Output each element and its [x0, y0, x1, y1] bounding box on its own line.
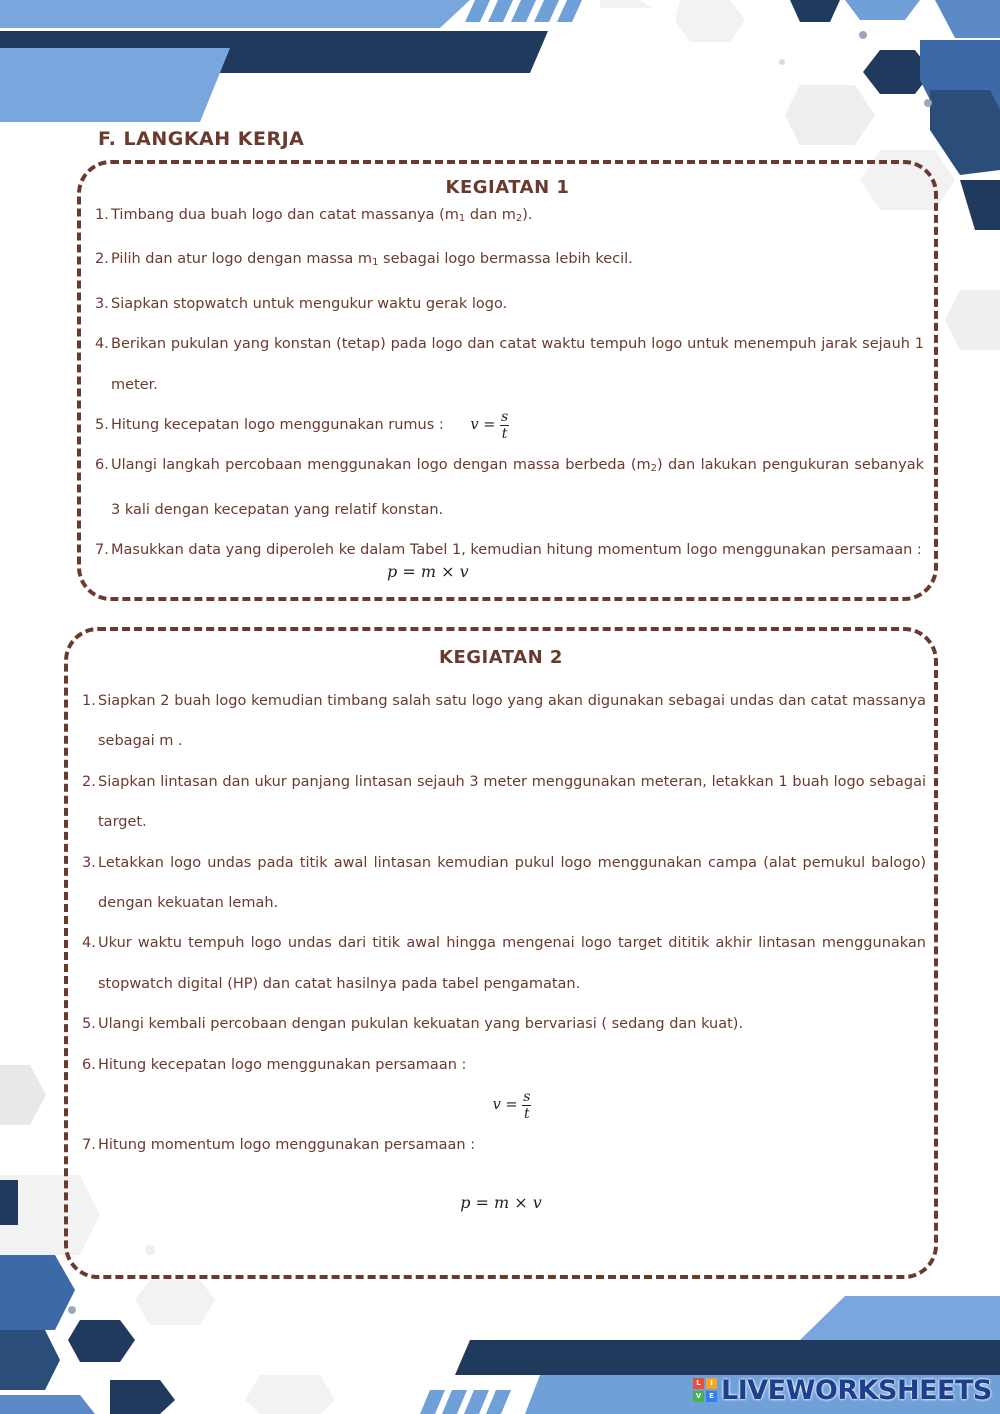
step-number: 1.	[82, 693, 96, 709]
liveworksheets-logo	[693, 1373, 992, 1407]
list-item: 2. Pilih dan atur logo dengan massa $m_1$ sebagai logo bermassa lebih kecil.	[111, 239, 924, 283]
list-item: 6. Ulangi langkah percobaan menggunakan logo dengan massa berbeda $(m_2)$ dan lakukan pengukuran sebanyak 3 kali dengan kecepatan yang relatif konstan.	[111, 445, 924, 530]
list-item: 7. Masukkan data yang diperoleh ke dalam Tabel 1, kemudian hitung momentum logo menggunakan persamaan :	[111, 530, 924, 570]
list-item: 6. Hitung kecepatan logo menggunakan persamaan : v = $\frac{s}{t}$	[98, 1045, 926, 1125]
velocity-formula: v = $\frac{s}{t}$	[492, 1088, 531, 1122]
kegiatan-2-steps	[82, 681, 926, 1165]
step-number: 4.	[82, 935, 96, 952]
kegiatan-2-box	[64, 627, 938, 1279]
step-number: 7.	[95, 542, 109, 559]
section-title: F. LANGKAH KERJA	[98, 128, 305, 150]
momentum-formula: p = m × v	[460, 1193, 542, 1212]
step-number: 7.	[82, 1137, 96, 1154]
kegiatan-1-steps	[95, 195, 924, 571]
list-item: 3. Letakkan logo undas pada titik awal lintasan kemudian pukul logo menggunakan campa (alat pemukul balogo) dengan kekuatan lemah.	[98, 843, 926, 924]
list-item: 4. Ukur waktu tempuh logo undas dari titik awal hingga mengenai logo target dititik akhir lintasan menggunakan stopwatch digital (HP) dan catat hasilnya pada tabel pengamatan.	[98, 923, 926, 1004]
step-number: 6.	[82, 1056, 96, 1073]
step-number: 2.	[82, 773, 96, 790]
list-item: 4. Berikan pukulan yang konstan (tetap) pada logo dan catat waktu tempuh logo untuk menempuh jarak sejauh 1 meter.	[111, 324, 924, 405]
kegiatan-2-title: KEGIATAN 2	[439, 647, 563, 668]
step-number: 5.	[82, 1016, 96, 1033]
step-number: 3.	[82, 854, 96, 871]
step-number: 2.	[95, 251, 109, 268]
list-item: 3. Siapkan stopwatch untuk mengukur waktu gerak logo.	[111, 284, 924, 324]
kegiatan-1-title: KEGIATAN 1	[445, 177, 570, 198]
step-number: 6.	[95, 457, 109, 474]
step-number: 5.	[95, 417, 109, 434]
step-number: 1.	[95, 207, 109, 223]
step-number: 4.	[95, 336, 109, 353]
list-item: 1. Siapkan 2 buah logo kemudian timbang salah satu logo yang akan digunakan sebagai undas dan catat massanya sebagai m .	[98, 681, 926, 762]
list-item: 5. Ulangi kembali percobaan dengan pukulan kekuatan yang bervariasi ( sedang dan kuat).	[98, 1004, 926, 1044]
list-item: 5. Hitung kecepatan logo menggunakan rumus : v = $\frac{s}{t}$	[111, 405, 924, 445]
list-item: 2. Siapkan lintasan dan ukur panjang lintasan sejauh 3 meter menggunakan meteran, letakkan 1 buah logo sebagai target.	[98, 762, 926, 843]
step-number: 3.	[95, 295, 109, 312]
list-item: 7. Hitung momentum logo menggunakan persamaan :	[98, 1125, 926, 1165]
velocity-formula: v = $\frac{s}{t}$	[470, 408, 509, 442]
brand-text: LIVEWORKSHEETS	[721, 1374, 992, 1406]
kegiatan-1-box	[77, 160, 938, 601]
brand-icon: L I V E	[693, 1378, 717, 1402]
momentum-formula: p = m × v	[387, 562, 469, 581]
list-item: 1. Timbang dua buah logo dan catat massanya ($m_1$ dan $m_2$).	[111, 195, 924, 239]
